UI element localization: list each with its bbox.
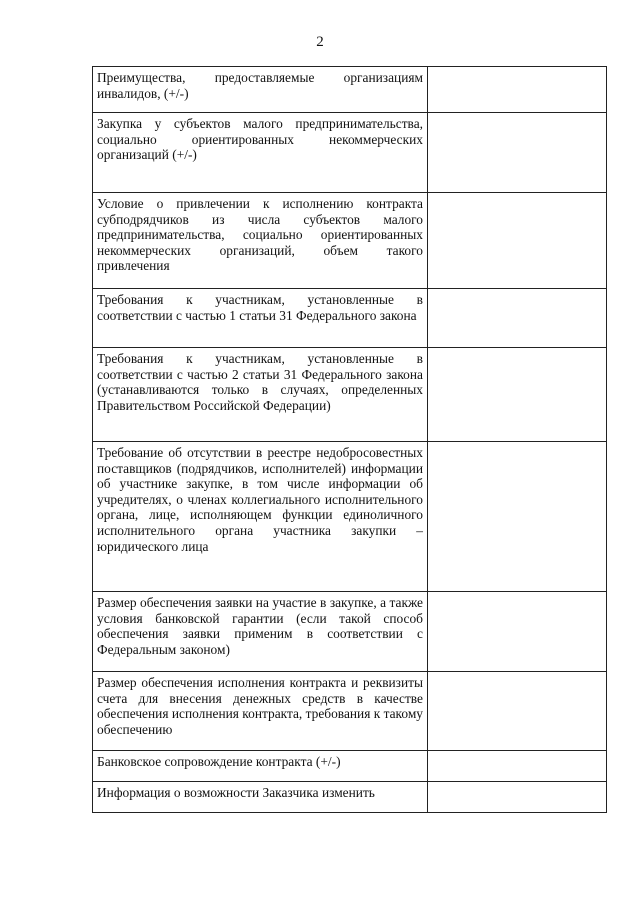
page-number: 2 <box>316 34 324 50</box>
row-value-cell <box>428 67 607 113</box>
row-label: Требования к участникам, установленные в соответствии с частью 1 статьи 31 Федерального закона <box>93 289 428 348</box>
row-label: Размер обеспечения заявки на участие в закупке, а также условия банковской гарантии (если такой способ обеспечения заявки применим в соответствии с Федеральным законом) <box>93 592 428 672</box>
table-row <box>93 751 607 782</box>
row-value-cell <box>428 113 607 193</box>
row-value-cell <box>428 672 607 751</box>
row-value-cell <box>428 782 607 813</box>
table-row <box>93 782 607 813</box>
table-row <box>93 289 607 348</box>
row-value-cell <box>428 193 607 289</box>
table-row <box>93 193 607 289</box>
table-row <box>93 442 607 592</box>
table-row <box>93 672 607 751</box>
table-row <box>93 67 607 113</box>
row-label: Условие о привлечении к исполнению контракта субподрядчиков из числа субъектов малого предпринимательства, социально ориентированных некоммерческих организаций, объем такого привлечения <box>93 193 428 289</box>
row-label: Требования к участникам, установленные в соответствии с частью 2 статьи 31 Федерального закона (устанавливаются только в случаях, определенных Правительством Российской Федерации) <box>93 348 428 442</box>
row-label: Требование об отсутствии в реестре недобросовестных поставщиков (подрядчиков, исполнителей) информации об участнике закупке, в том числе информации об учредителях, о членах коллегиального исполнительного органа, лице, исполняющем функции единоличного исполнительного органа участника закупки – юридического лица <box>93 442 428 592</box>
table-row <box>93 113 607 193</box>
row-value-cell <box>428 348 607 442</box>
procurement-info-table <box>92 66 607 813</box>
row-value-cell <box>428 592 607 672</box>
row-label: Закупка у субъектов малого предпринимательства, социально ориентированных некоммерческих организаций (+/-) <box>93 113 428 193</box>
row-value-cell <box>428 442 607 592</box>
row-label: Преимущества, предоставляемые организациям инвалидов, (+/-) <box>93 67 428 113</box>
row-value-cell <box>428 289 607 348</box>
row-label: Банковское сопровождение контракта (+/-) <box>93 751 428 782</box>
row-value-cell <box>428 751 607 782</box>
row-label: Информация о возможности Заказчика изменить <box>93 782 428 813</box>
table-row <box>93 592 607 672</box>
row-label: Размер обеспечения исполнения контракта и реквизиты счета для внесения денежных средств в качестве обеспечения исполнения контракта, требования к такому обеспечению <box>93 672 428 751</box>
table-row <box>93 348 607 442</box>
